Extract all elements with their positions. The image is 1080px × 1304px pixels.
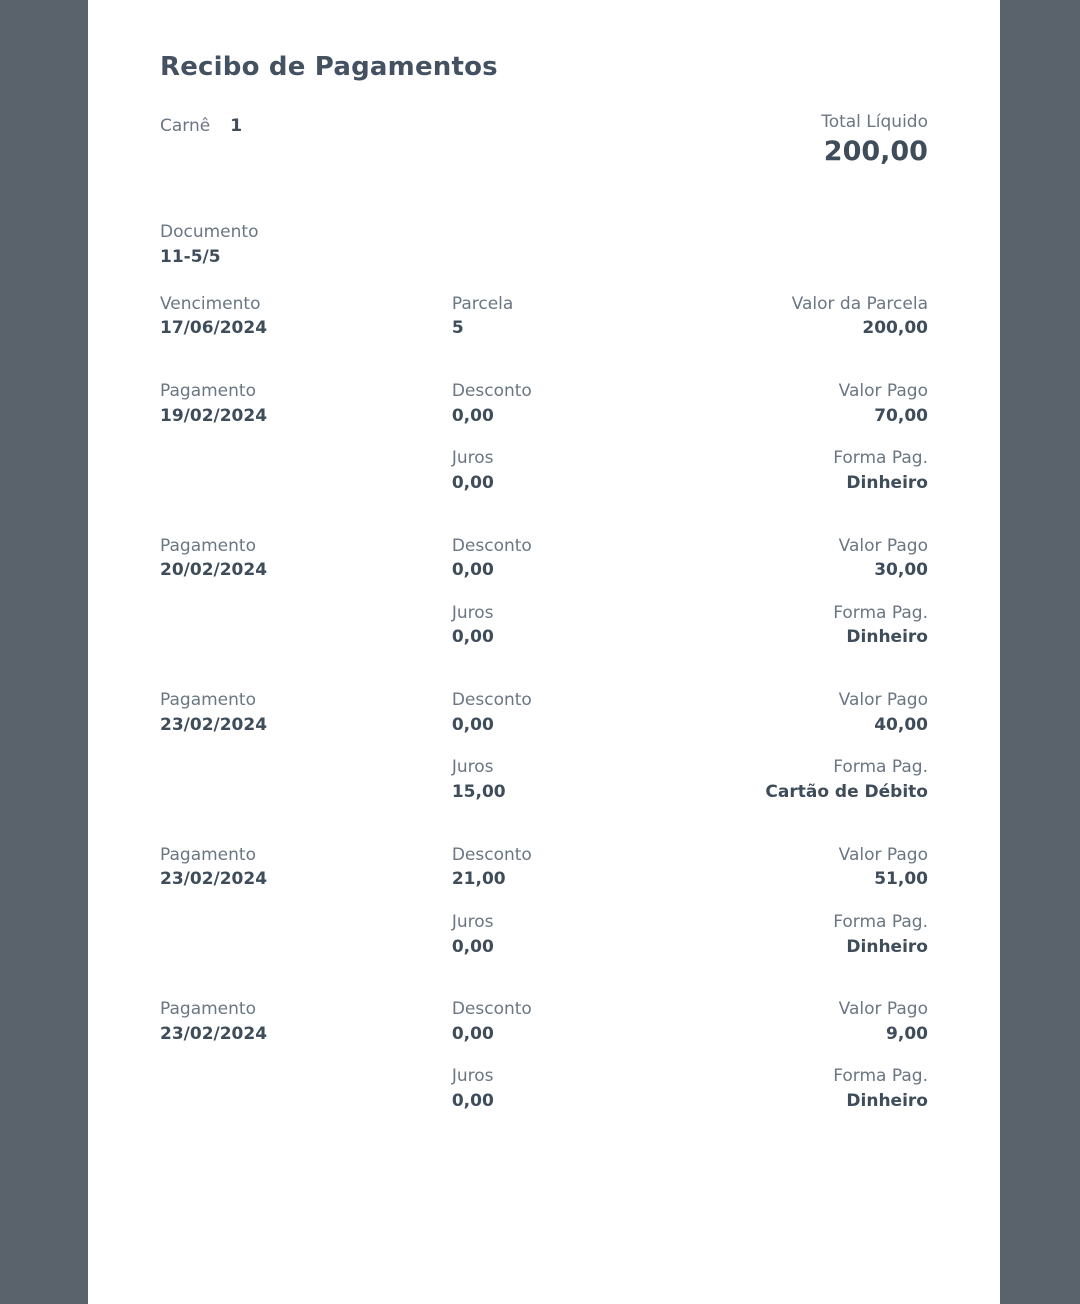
- valor-pago-value: 30,00: [874, 560, 928, 581]
- payment-entry: [160, 688, 928, 805]
- forma-pag-value: Dinheiro: [846, 1091, 928, 1112]
- desconto-value: 0,00: [451, 1023, 494, 1044]
- documento-value: 11-5/5: [160, 247, 221, 268]
- forma-pag-label: Forma Pag.: [833, 448, 928, 469]
- valor-pago-value: 9,00: [886, 1023, 928, 1044]
- juros-label: Juros: [451, 757, 494, 778]
- vencimento-row-labels: [160, 292, 928, 341]
- pagamento-value: 19/02/2024: [160, 405, 268, 426]
- receipt-page: [88, 0, 1000, 1304]
- juros-value: 15,00: [451, 782, 506, 802]
- valor-pago-label: Valor Pago: [838, 380, 928, 401]
- valor-pago-label: Valor Pago: [838, 999, 928, 1020]
- desconto-label: Desconto: [451, 380, 532, 401]
- carne-total-row: [160, 110, 928, 168]
- desconto-label: Desconto: [451, 999, 532, 1020]
- juros-value: 0,00: [451, 472, 494, 493]
- documento-block: [160, 220, 928, 269]
- payment-entry: [160, 534, 928, 651]
- payment-entry: [160, 843, 928, 960]
- pagamento-value: 20/02/2024: [160, 560, 268, 581]
- valor-pago-label: Valor Pago: [838, 535, 928, 556]
- vencimento-row-values: [160, 316, 928, 341]
- parcela-label: Parcela: [451, 293, 514, 314]
- pagamento-label: Pagamento: [160, 535, 256, 556]
- documento-label: Documento: [160, 222, 259, 243]
- pagamento-value: 23/02/2024: [160, 714, 268, 735]
- forma-pag-label: Forma Pag.: [833, 757, 928, 778]
- juros-label: Juros: [451, 1066, 494, 1087]
- pagamento-value: 23/02/2024: [160, 1023, 268, 1044]
- forma-pag-label: Forma Pag.: [833, 602, 928, 623]
- valor-pago-value: 70,00: [874, 405, 928, 426]
- vencimento-value: 17/06/2024: [160, 318, 268, 339]
- total-liquido-value: 200,00: [823, 135, 928, 167]
- valor-pago-value: 51,00: [874, 869, 928, 890]
- juros-label: Juros: [451, 602, 494, 623]
- desconto-value: 0,00: [451, 714, 494, 735]
- forma-pag-label: Forma Pag.: [833, 911, 928, 932]
- juros-label: Juros: [451, 911, 494, 932]
- payment-entry: [160, 379, 928, 496]
- desconto-label: Desconto: [451, 690, 532, 711]
- valor-pago-value: 40,00: [874, 714, 928, 735]
- forma-pag-value: Dinheiro: [846, 936, 928, 957]
- pagamento-label: Pagamento: [160, 690, 256, 711]
- forma-pag-value: Cartão de Débito: [765, 782, 928, 802]
- payment-entry: [160, 997, 928, 1114]
- juros-value: 0,00: [451, 627, 494, 648]
- pagamento-label: Pagamento: [160, 999, 256, 1020]
- desconto-value: 0,00: [451, 560, 494, 581]
- desconto-value: 0,00: [451, 405, 494, 426]
- pagamento-value: 23/02/2024: [160, 869, 268, 890]
- total-liquido-group: [636, 110, 928, 168]
- valor-parcela-value: 200,00: [862, 318, 928, 339]
- page-title: Recibo de Pagamentos: [160, 52, 498, 82]
- pagamento-label: Pagamento: [160, 380, 256, 401]
- vencimento-label: Vencimento: [160, 293, 261, 314]
- juros-value: 0,00: [451, 1091, 494, 1112]
- valor-pago-label: Valor Pago: [838, 690, 928, 711]
- carne-label: Carnê: [160, 116, 211, 136]
- carne-group: [160, 110, 636, 139]
- total-liquido-label: Total Líquido: [821, 112, 928, 132]
- juros-label: Juros: [451, 448, 494, 469]
- valor-parcela-label: Valor da Parcela: [791, 293, 928, 314]
- desconto-value: 21,00: [451, 869, 506, 890]
- forma-pag-value: Dinheiro: [846, 472, 928, 493]
- carne-value: 1: [230, 116, 243, 136]
- forma-pag-value: Dinheiro: [846, 627, 928, 648]
- pagamento-label: Pagamento: [160, 844, 256, 865]
- parcela-value: 5: [451, 318, 464, 339]
- desconto-label: Desconto: [451, 844, 532, 865]
- juros-value: 0,00: [451, 936, 494, 957]
- desconto-label: Desconto: [451, 535, 532, 556]
- forma-pag-label: Forma Pag.: [833, 1066, 928, 1087]
- valor-pago-label: Valor Pago: [838, 844, 928, 865]
